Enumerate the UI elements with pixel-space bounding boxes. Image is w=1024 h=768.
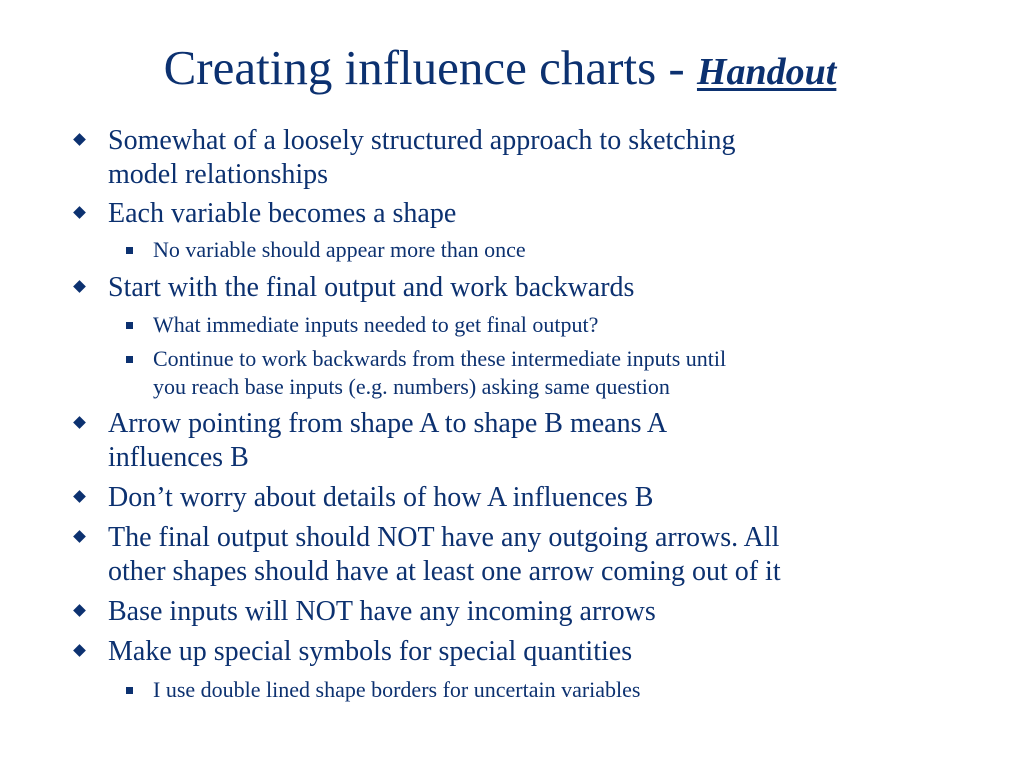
- sub-bullet-text-line: you reach base inputs (e.g. numbers) asking same question: [153, 374, 670, 399]
- bullet-text-line: other shapes should have at least one arrow coming out of it: [108, 556, 781, 587]
- sub-bullet-item: [153, 311, 598, 339]
- bullet-item: [108, 521, 781, 589]
- diamond-bullet-icon: [73, 644, 86, 657]
- diamond-bullet-icon: [73, 416, 86, 429]
- diamond-bullet-icon: [73, 133, 86, 146]
- handout-link[interactable]: Handout: [696, 51, 837, 93]
- bullet-text-line: Base inputs will NOT have any incoming arrows: [108, 596, 656, 627]
- bullet-text-line: Somewhat of a loosely structured approach to sketching: [108, 125, 736, 156]
- bullet-item: [108, 595, 656, 629]
- sub-bullet-item: [153, 345, 726, 401]
- bullet-item: [108, 124, 736, 192]
- slide-title-text: Creating influence charts -: [163, 40, 697, 95]
- sub-bullet-item: [153, 236, 526, 264]
- bullet-text-line: model relationships: [108, 159, 329, 190]
- bullet-text-line: The final output should NOT have any outgoing arrows. All: [108, 522, 780, 553]
- bullet-item: [108, 481, 653, 515]
- bullet-text-line: Don’t worry about details of how A influences B: [108, 482, 654, 513]
- bullet-item: [108, 635, 632, 669]
- bullet-text-line: influences B: [108, 442, 249, 473]
- bullet-text-line: Make up special symbols for special quantities: [108, 636, 633, 667]
- square-bullet-icon: [126, 356, 133, 363]
- bullet-text-line: Arrow pointing from shape A to shape B means A: [108, 408, 668, 439]
- bullet-text-line: Each variable becomes a shape: [108, 198, 457, 229]
- diamond-bullet-icon: [73, 604, 86, 617]
- diamond-bullet-icon: [73, 530, 86, 543]
- bullet-item: [108, 407, 667, 475]
- bullet-item: [108, 271, 634, 305]
- square-bullet-icon: [126, 247, 133, 254]
- square-bullet-icon: [126, 322, 133, 329]
- diamond-bullet-icon: [73, 490, 86, 503]
- sub-bullet-text-line: Continue to work backwards from these intermediate inputs until: [153, 346, 727, 371]
- diamond-bullet-icon: [73, 206, 86, 219]
- square-bullet-icon: [126, 687, 133, 694]
- sub-bullet-item: [153, 676, 641, 704]
- bullet-item: [108, 197, 456, 231]
- sub-bullet-text-line: What immediate inputs needed to get final output?: [153, 312, 599, 337]
- diamond-bullet-icon: [73, 280, 86, 293]
- sub-bullet-text-line: No variable should appear more than once: [153, 237, 526, 262]
- bullet-text-line: Start with the final output and work backwards: [108, 272, 635, 303]
- sub-bullet-text-line: I use double lined shape borders for uncertain variables: [153, 677, 641, 702]
